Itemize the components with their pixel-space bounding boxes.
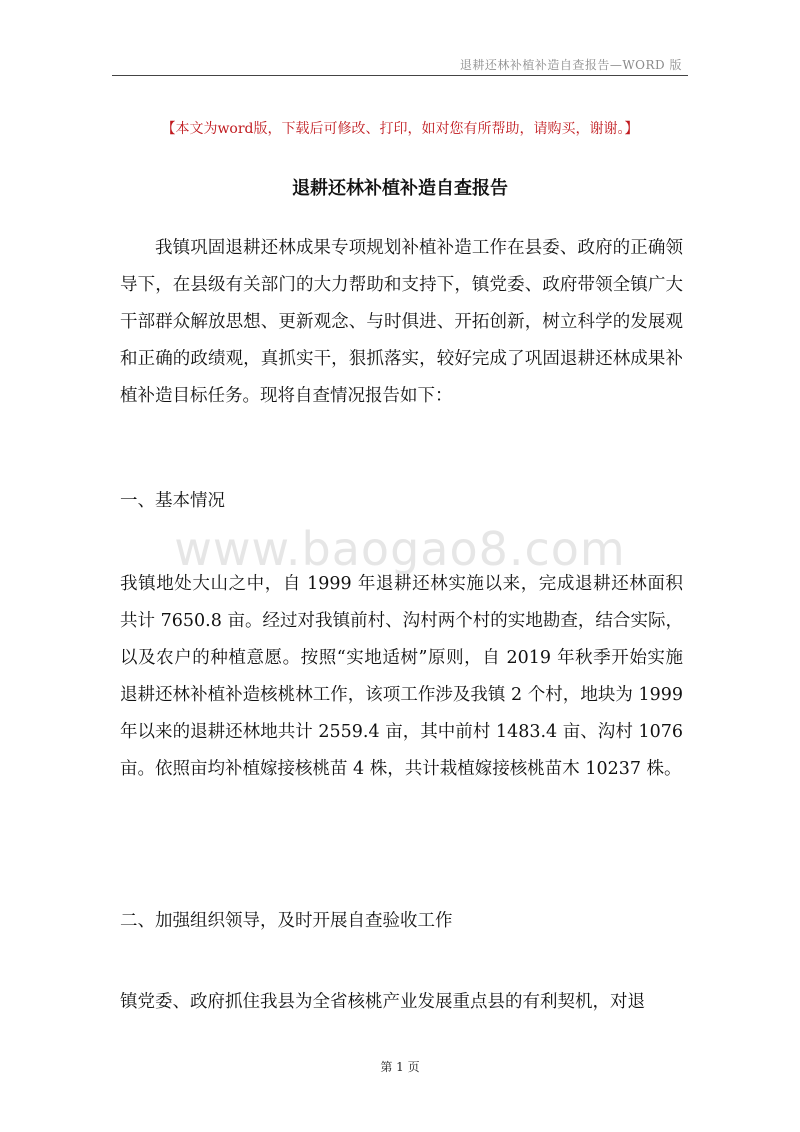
section-2-paragraph: 镇党委、政府抓住我县为全省核桃产业发展重点县的有利契机，对退 bbox=[120, 992, 645, 1012]
section-2-heading: 二、加强组织领导，及时开展自查验收工作 bbox=[120, 911, 453, 931]
header-divider bbox=[112, 75, 688, 76]
header-title: 退耕还林补植补造自查报告—WORD 版 bbox=[459, 58, 682, 72]
watermark: www.baogao8.com bbox=[174, 522, 626, 576]
purchase-notice: 【本文为word版，下载后可修改、打印，如对您有所帮助，请购买，谢谢。】 bbox=[161, 121, 639, 137]
intro-paragraph: 我镇巩固退耕还林成果专项规划补植补造工作在县委、政府的正确领导下，在县级有关部门的大力帮助和支持下，镇党委、政府带领全镇广大干部群众解放思想、更新观念、与时俱进、开拓创新，树立科学的发展观和正确的政绩观，真抓实干，狠抓落实，较好完成了巩固退耕还林成果补植补造目标任务。现将自查情况报告如下： bbox=[120, 238, 683, 406]
section-1-paragraph: 我镇地处大山之中，自 1999 年退耕还林实施以来，完成退耕还林面积共计 7650.8 亩。经过对我镇前村、沟村两个村的实地勘查，结合实际，以及农户的种植意愿。按照“实地适树”原则，自 2019 年秋季开始实施退耕还林补植补造核桃林工作，该项工作涉及我镇 2 个村，地块为 1999 年以来的退耕还林地共计 2559.4 亩，其中前村 1483.4 亩、沟村 1076 亩。依照亩均补植嫁接核桃苗 4 株，共计栽植嫁接核桃苗木 10237 株。 bbox=[120, 574, 683, 779]
document-title: 退耕还林补植补造自查报告 bbox=[292, 178, 508, 199]
page-number: 第 1 页 bbox=[380, 1060, 420, 1074]
section-1-heading: 一、基本情况 bbox=[120, 491, 225, 511]
